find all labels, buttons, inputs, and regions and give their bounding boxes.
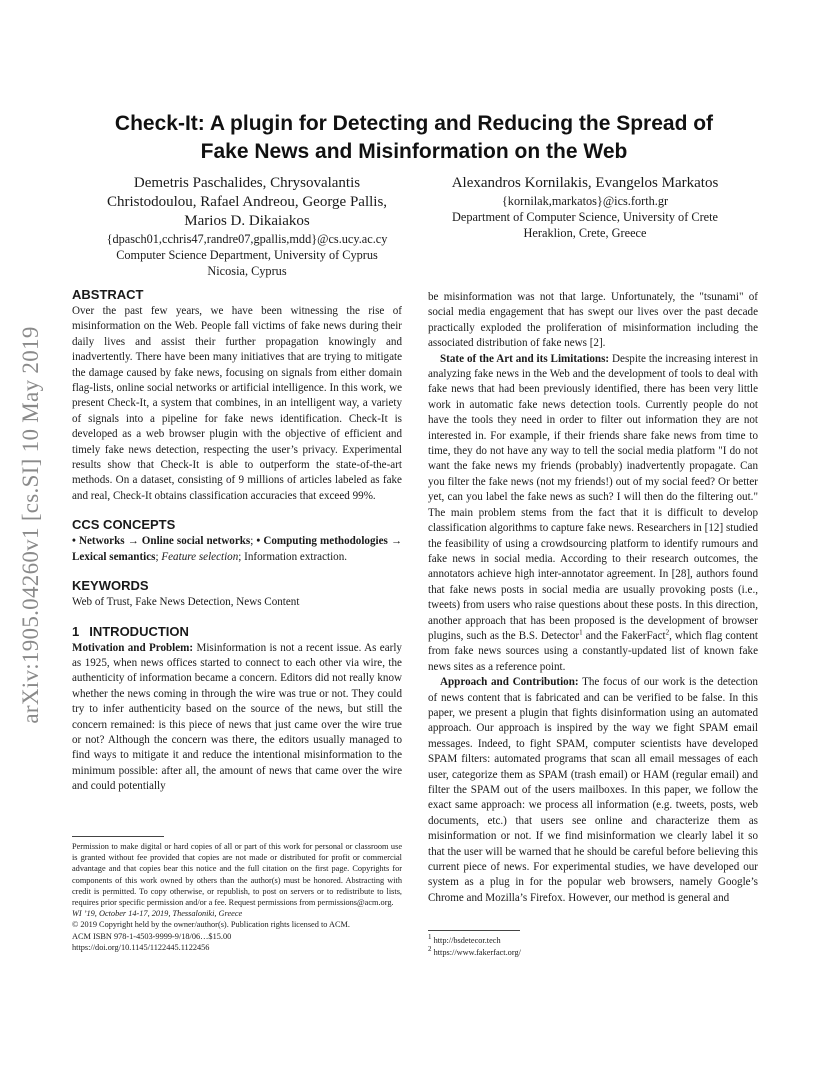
left-column (72, 286, 402, 795)
ccs-text: • Networks → Online social networks; • Computing methodologies → Lexical semantics; Feature selection; Information extraction. (72, 535, 402, 563)
author-location: Heraklion, Crete, Greece (523, 226, 647, 240)
author-block-left (82, 174, 412, 279)
title-line: Check-It: A plugin for Detecting and Reducing the Spread of (114, 112, 714, 135)
intro-paragraph-2: State of the Art and its Limitations: Despite the increasing interest in analyzing fake news in the Web and the development of tools to deal with fake news that had been previously identified, there has been very little work in automatic fake news detection tools. Currently people do not have the tools they need in order to filter out information they are not interested in. For example, if their friends share fake news from time to time, they do not have any way to tell the social media platform "I do not want the fake news my friends (probably) inadvertently propagate. Can you filter the fake news (not my friends!) out of my social feed? Or better yet, can you label the fake news as such? I will then do the filtering out." The main problem stems from the fact that it is difficult to develop classification algorithms to capture fake news. Researchers in [12] studied the feasibility of using a crowdsourcing platform to identify rumours and fake news in social media. According to their research outcomes, the annotators achieve high inter-annotator agreement. In [28], authors found that fake news posts in social media are usually provoking posts (i.e., tweets) from users who raise questions about these posts. In this direction, another approach that has been proposed is the development of browser plugins, such as the B.S. Detector$^1$ and the FakerFact$^2$, which flag content from fake news sources using a constantly-updated list of known fake news sites as a reference point. (428, 352, 759, 673)
doi-line: https://doi.org/10.1145/1122445.1122456 (72, 942, 210, 952)
footnote-link[interactable]: http://bsdetecor.tech (433, 936, 501, 945)
venue-line: WI ’19, October 14-17, 2019, Thessaloniki, Greece (72, 909, 243, 919)
ccs-heading: CCS CONCEPTS (72, 517, 176, 533)
footnote-ref[interactable]: 1 (579, 628, 583, 637)
author-block-right (420, 174, 750, 241)
author-email: {kornilak,markatos}@ics.forth.gr (501, 194, 669, 208)
footnote-item: $^2$ https://www.fakerfact.org/ (428, 945, 521, 957)
author-affiliation: Computer Science Department, University of Cyprus (116, 248, 378, 262)
author-email: {dpasch01,cchris47,randre07,gpallis,mdd}@cs.ucy.ac.cy (106, 232, 388, 246)
author-names: Alexandros Kornilakis, Evangelos Markatos (451, 175, 719, 191)
footnote-ref[interactable]: 2 (665, 628, 670, 637)
intro-heading: 1 INTRODUCTION (72, 623, 189, 639)
author-names: Christodoulou, Rafael Andreou, George Pallis, (106, 194, 388, 210)
intro-paragraph-1: Motivation and Problem: Misinformation is not a recent issue. As early as 1925, when news offices started to connect to each other via wire, the authenticity of information became a concern. Editors did not really know whether the news coming in through the wire was true or not. They could try to infer authenticity based on the source of the news, but still the concern remained: is this piece of news that just came over the wire true or not? Although the concern was there, the editors usually managed to find ways to mitigate it and reduce the intentional misinformation to the minimum possible: after all, the amount of news that came over the wire and could potentially (72, 641, 402, 793)
abstract-text: Over the past few years, we have been witnessing the rise of misinformation on the Web. People fall victims of fake news during their daily lives and assist their further propagation knowingly and inadvertently. There have been many initiatives that are trying to mitigate the damage caused by fake news, focusing on signals from either domain flag-lists, online social networks or artificial intelligence. In this work, we present Check-It, a system that combines, in an intelligent way, a variety of signals into a pipeline for fake news identification. Check-It is developed as a web browser plugin with the objective of efficient and timely fake news detection, respecting the user’s privacy. Experimental results show that Check-It is able to outperform the state-of-the-art methods. On a dataset, consisting of 9 millions of articles labeled as fake and real, Check-It obtains classification accuracies that exceed 99%. (72, 305, 402, 502)
permission-text: Permission to make digital or hard copies of all or part of this work for personal or classroom use is granted without fee provided that copies are not made or distributed for profit or commercial advantage and that copies bear this notice and the full citation on the first page. Copyrights for components of this work owned by others than the author(s) must be honored. Abstracting with credit is permitted. To copy otherwise, or republish, to post on servers or to redistribute to lists, requires prior specific permission and/or a fee. Request permissions from permissions@acm.org. (72, 842, 402, 908)
author-location: Nicosia, Cyprus (207, 264, 287, 278)
footnote-item: $^1$ http://bsdetecor.tech (428, 933, 501, 945)
footnote-rule (72, 836, 164, 837)
footnotes (428, 930, 758, 959)
author-names: Demetris Paschalides, Chrysovalantis (133, 175, 361, 191)
intro-paragraph-3: Approach and Contribution: The focus of our work is the detection of news content that is fabricated and can be verified to be false. In this paper, we present a plugin that fights disinformation using an automated approach. Our approach is inspired by the way we fight SPAM email messages. Indeed, to fight SPAM, computer scientists have developed SPAM filters: automated programs that scan all email messages of each user, categorize them as SPAM (trash email) or HAM (regular email) and filter the SPAM out of the users mailboxes. In this paper, we follow the exact same approach: we process all information (e.g. tweets, posts, web documents, etc.) that users see online and characterize them as misinformation or not. If we find misinformation we clearly label it so that the user will be warned that he should be careful before believing this current piece of news. For experimental studies, we have developed our system as a plug in for the popular web browsers, namely Google’s Chrome and Mozilla’s Firefox. However, our method is general and (428, 676, 758, 904)
paper-title (72, 110, 756, 166)
right-column (428, 290, 758, 906)
permission-block (72, 836, 402, 953)
footnote-link[interactable]: https://www.fakerfact.org/ (433, 948, 521, 957)
intro-paragraph-1-continued: be misinformation was not that large. Unfortunately, the "tsunami" of social media engagement that has swept our lives over the past decade practically exploded the proliferation of misinformation including the associated distribution of fake news [2]. (428, 291, 758, 350)
author-names: Marios D. Dikaiakos (184, 213, 310, 229)
arxiv-stamp: arXiv:1905.04260v1 [cs.SI] 10 May 2019 (18, 326, 43, 724)
footnote-rule (428, 930, 520, 931)
isbn-line: ACM ISBN 978-1-4503-9999-9/18/06…$15.00 (72, 931, 232, 941)
author-affiliation: Department of Computer Science, University of Crete (451, 210, 718, 224)
keywords-text: Web of Trust, Fake News Detection, News Content (72, 596, 300, 609)
abstract-heading: ABSTRACT (72, 287, 144, 302)
keywords-heading: KEYWORDS (72, 578, 149, 594)
title-line: Fake News and Misinformation on the Web (200, 140, 628, 163)
copyright-line: © 2019 Copyright held by the owner/author(s). Publication rights licensed to ACM. (72, 920, 350, 930)
